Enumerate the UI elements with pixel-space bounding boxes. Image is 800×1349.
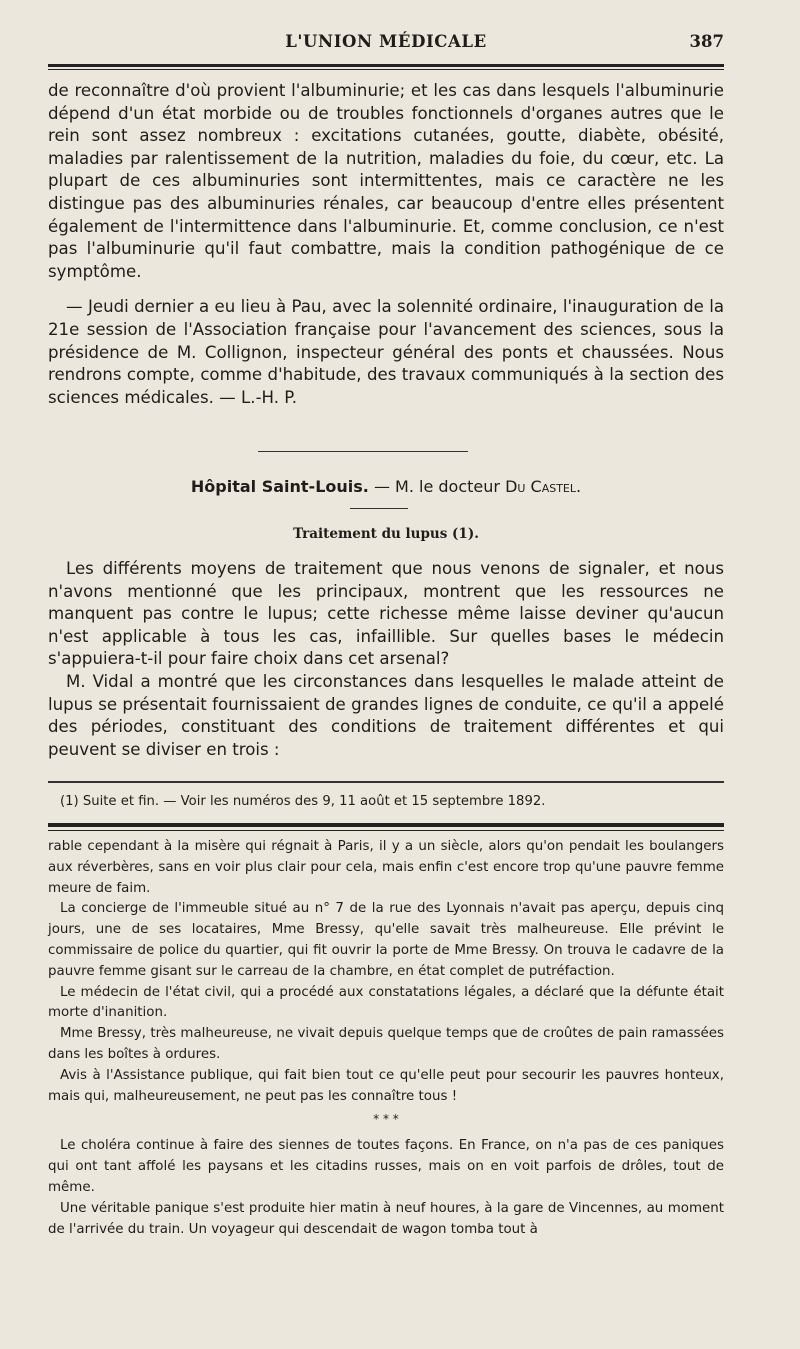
chronicle-text: [48, 837, 724, 1240]
subheading-title: Traitement du lupus: [293, 526, 448, 542]
chronicle-paragraph-6: Le choléra continue à faire des siennes de toutes façons. En France, on n'a pas de ces paniques qui ont tant affolé les paysans et les citadins russes, mais on en voit parfois de drôles, tout de même.: [48, 1138, 724, 1195]
asterism-separator: * * *: [373, 1112, 399, 1127]
footnote-rule: [48, 781, 724, 783]
treatment-paragraph-2: M. Vidal a montré que les circonstances dans lesquelles le malade atteint de lupus se présentait fournissaient de grandes lignes de conduite, ce qu'il a appelé des périodes, constituant des conditions de traitement différentes et qui peuvent se diviser en trois :: [48, 671, 724, 759]
section-divider: [258, 451, 468, 452]
treatment-paragraph-1: Les différents moyens de traitement que nous venons de signaler, et nous n'avons mentionné que les principaux, montrent que les ressources ne manquent pas contre le lupus; cette richesse même laisse deviner qu'aucun n'est applicable à tous les cas, infaillible. Sur quelles bases le médecin s'appuiera-t-il pour faire choix dans cet arsenal?: [48, 559, 724, 669]
doctor-prefix: M. le docteur: [395, 477, 500, 496]
chronicle-rule: [48, 823, 724, 831]
subheading-footnote-ref: (1).: [452, 526, 479, 542]
treatment-text: [48, 558, 724, 761]
chronicle-paragraph-3: Le médecin de l'état civil, qui a procédé aux constatations légales, a déclaré que la défunte était morte d'inanition.: [48, 984, 724, 1021]
header-rule: [48, 64, 724, 70]
chronicle-paragraph-7: Une véritable panique s'est produite hier matin à neuf houres, à la gare de Vincennes, au moment de l'arrivée du train. Un voyageur qui descendait de wagon tomba tout à: [48, 1200, 724, 1237]
heading-dash: —: [373, 477, 390, 496]
page-number: 387: [689, 32, 724, 51]
intro-paragraph-2: — Jeudi dernier a eu lieu à Pau, avec la solennité ordinaire, l'inauguration de la 21e session de l'Association française pour l'avancement des sciences, sous la présidence de M. Collignon, inspecteur général des ponts et chaussées. Nous rendrons compte, comme d'habitude, des travaux communiqués à la section des sciences médicales. — L.-H. P.: [48, 297, 724, 407]
chronicle-paragraph-2: La concierge de l'immeuble situé au n° 7 de la rue des Lyonnais n'avait pas aperçu, depuis cinq jours, une de ses locataires, Mme Bressy, qu'elle savait très malheureuse. Elle prévint le commissaire de police du quartier, qui fit ouvrir la porte de Mme Bressy. On trouva le cadavre de la pauvre femme gisant sur le carreau de la chambre, en état complet de putréfaction.: [48, 901, 724, 979]
chronicle-paragraph-5: Avis à l'Assistance publique, qui fait bien tout ce qu'elle peut pour secourir les pauvres honteux, mais qui, malheureusement, ne peut pas les connaître tous !: [48, 1067, 724, 1104]
hospital-name: Hôpital Saint-Louis.: [190, 477, 369, 496]
heading-underline: [350, 508, 408, 509]
article-subheading: [48, 526, 724, 542]
intro-text: [48, 80, 724, 409]
chronicle-paragraph-1: rable cependant à la misère qui régnait à Paris, il y a un siècle, alors qu'on pendait les boulangers aux réverbères, sans en voir plus clair pour cela, mais enfin c'est encore trop qu'une pauvre femme meure de faim.: [48, 839, 724, 896]
section-heading: [48, 477, 724, 496]
chronicle-paragraph-4: Mme Bressy, très malheureuse, ne vivait depuis quelque temps que de croûtes de pain ramassées dans les boîtes à ordures.: [48, 1026, 724, 1062]
intro-paragraph-1: de reconnaître d'où provient l'albuminurie; et les cas dans lesquels l'albuminurie dépend d'un état morbide ou de troubles fonctionnels d'organes autres que le rein sont assez nombreux : excitations cutanées, goutte, diabète, obésité, maladies par ralentissement de la nutrition, maladies du foie, du cœur, etc. La plupart de ces albuminuries sont intermittentes, mais ce caractère ne les distingue pas des albuminuries rénales, car beaucoup d'entre elles présentent également de l'intermittence dans l'albuminurie. Et, comme conclusion, ce n'est pas l'albuminurie qu'il faut combattre, mais la condition pathogénique de ce symptôme.: [48, 81, 724, 281]
page-header: [48, 32, 724, 56]
footnote: (1) Suite et fin. — Voir les numéros des 9, 11 août et 15 septembre 1892.: [60, 794, 546, 809]
journal-title: L'UNION MÉDICALE: [285, 32, 487, 51]
doctor-name: Du Castel.: [505, 477, 582, 496]
